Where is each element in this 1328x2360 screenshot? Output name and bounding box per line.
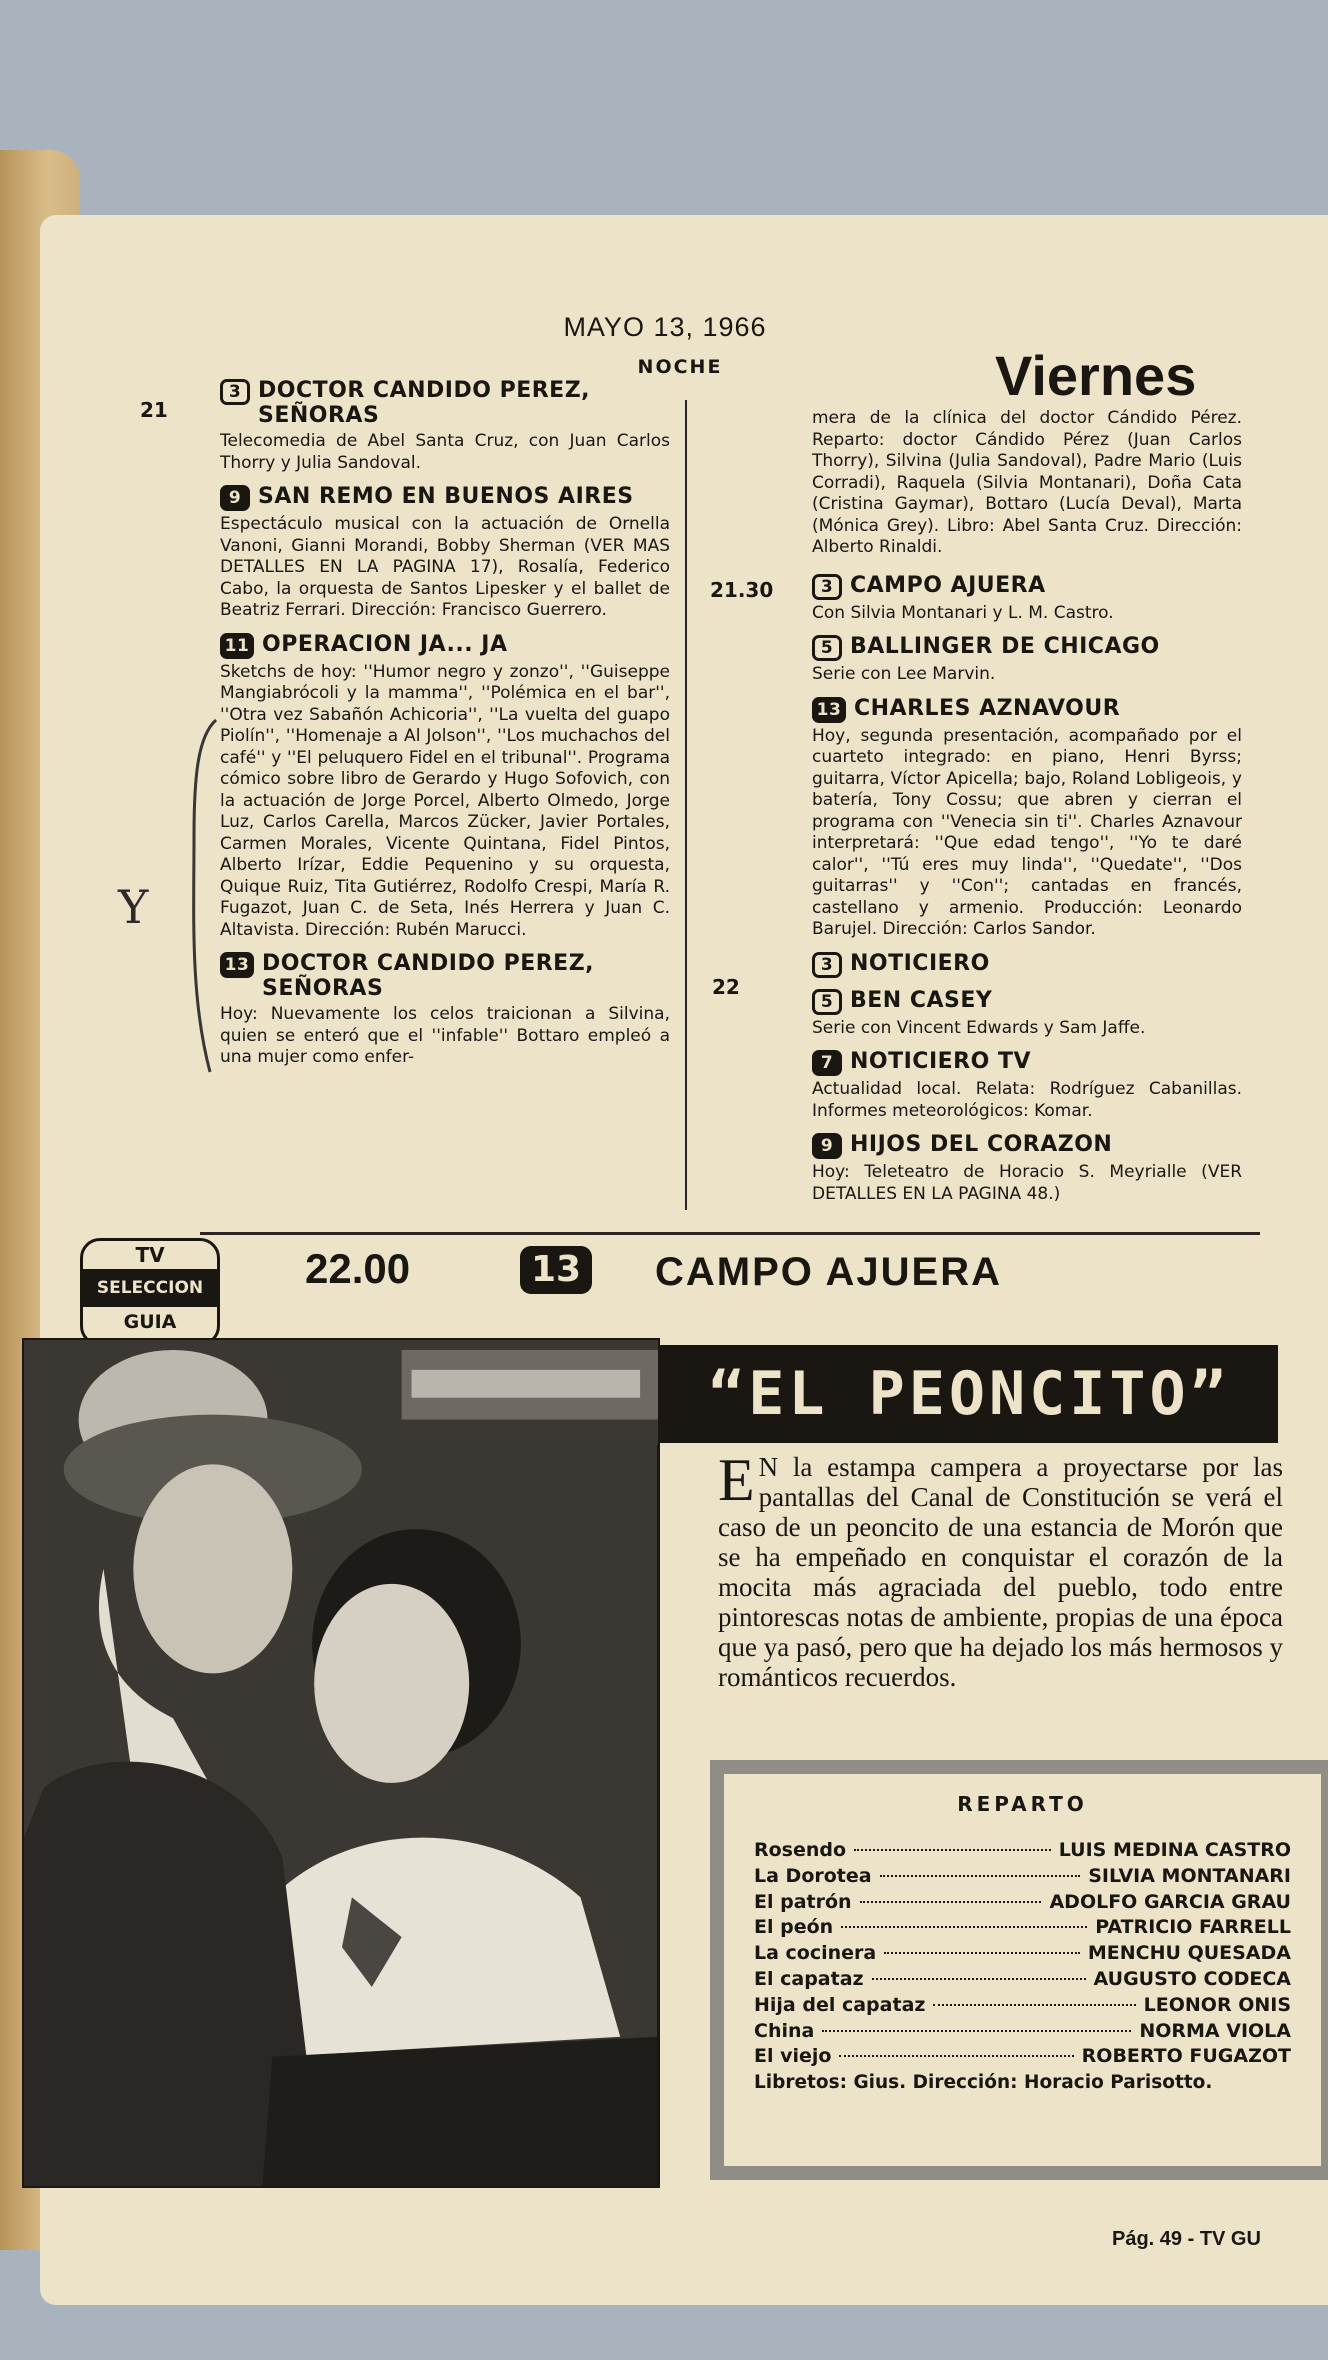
channel-badge: 5 <box>812 989 842 1015</box>
page-footer: Pág. 49 - TV GU <box>1112 2228 1261 2250</box>
listing-item <box>812 634 1242 686</box>
cast-actor: AUGUSTO CODECA <box>1093 1967 1291 1990</box>
cast-title: REPARTO <box>957 1792 1088 1816</box>
listing-item <box>812 1132 1242 1205</box>
program-description: Espectáculo musical con la actuación de Ornella Vanoni, Gianni Morandi, Bobby Sherman (VER MAS DETALLES EN LA PAGINA 17), Rosalía, Federico Cabo, la orquesta de Santos Lipesker y el ballet de Beatriz Ferrari. Dirección: Francisco Guerrero. <box>220 514 670 620</box>
cast-role: Rosendo <box>754 1839 847 1861</box>
cast-actor: LEONOR ONIS <box>1143 1993 1291 2016</box>
program-title: DOCTOR CANDIDO PEREZ, SEÑORAS <box>258 378 591 428</box>
channel-badge: 11 <box>220 633 254 659</box>
cast-actor: NORMA VIOLA <box>1139 2019 1291 2042</box>
photo-rule <box>657 1445 660 2185</box>
program-description: Con Silvia Montanari y L. M. Castro. <box>812 602 1114 623</box>
cast-actor: PATRICIO FARRELL <box>1095 1916 1291 1939</box>
cast-role: La Dorotea <box>754 1864 872 1887</box>
handwritten-bracket <box>180 716 220 1076</box>
time-slot-2130: 21.30 <box>710 578 774 602</box>
channel-badge: 7 <box>812 1050 842 1076</box>
column-divider <box>685 400 687 1210</box>
program-description: Hoy: Teleteatro de Horacio S. Meyrialle (VER DETALLES EN LA PAGINA 48.) <box>812 1162 1242 1204</box>
badge-line-2: SELECCION <box>83 1269 217 1307</box>
program-title: HIJOS DEL CORAZON <box>850 1132 1113 1157</box>
channel-badge: 9 <box>220 485 250 511</box>
listing-item <box>220 378 670 474</box>
listing-item <box>812 988 1242 1040</box>
badge-line-1: TV <box>135 1243 165 1267</box>
period-label: NOCHE <box>637 356 723 378</box>
leader-dots <box>841 1926 1087 1928</box>
leader-dots <box>933 2004 1135 2006</box>
cast-row <box>754 1967 1291 1993</box>
program-description: Hoy: Nuevamente los celos traicionan a Silvina, quien se enteró que el ''infable'' Bottaro empleó a una mujer como enfer- <box>220 1004 670 1067</box>
cast-actor: ROBERTO FUGAZOT <box>1081 2045 1291 2068</box>
channel-badge: 3 <box>812 574 842 600</box>
cast-role: El capataz <box>754 1967 864 1990</box>
cast-credits: Libretos: Gius. Dirección: Horacio Parisotto. <box>754 2072 1213 2094</box>
section-rule <box>200 1232 1260 1235</box>
program-description: Serie con Lee Marvin. <box>812 664 996 684</box>
leader-dots <box>839 2055 1073 2057</box>
drop-cap: E <box>718 1447 755 1513</box>
cast-row <box>754 1941 1291 1967</box>
program-title: OPERACION JA... JA <box>262 631 508 657</box>
channel-badge: 13 <box>220 952 254 978</box>
program-title: DOCTOR CANDIDO PEREZ, SEÑORAS <box>262 951 595 1001</box>
cast-box-inner <box>724 1774 1321 2166</box>
cast-box <box>710 1760 1328 2180</box>
cast-row <box>754 1915 1291 1941</box>
cast-role: Hija del capataz <box>754 1993 926 2016</box>
program-description: Hoy, segunda presentación, acompañado por el cuarteto integrado: en piano, Henri Byrss; guitarra, Víctor Apicella; bajo, Roland Lobligeois, y batería, Tony Cossu; que abren y cierran el programa con ''Venecia sin ti''. Charles Aznavour interpretará: ''Que edad tengo'', ''Yo te daré calor'', ''Tú eres muy linda'', ''Quedate'', ''Dos guitarras'' y ''Con''; cantadas en francés, castellano y armenio. Producción: Leonardo Barujel. Dirección: Carlos Sandor. <box>812 725 1242 939</box>
left-listings-column <box>220 378 670 1079</box>
cast-role: El patrón <box>754 1890 852 1913</box>
program-description: Sketchs de hoy: ''Humor negro y zonzo'', ''Guiseppe Mangiabrócoli y la mamma'', ''Polémica en el bar'', ''Otra vez Sabañón Achicoria'', ''La vuelta del guapo Piolín'', ''Homenaje a Al Jolson'', ''Los muchachos del café'' y ''El peluquero Fidel en el tribunal''. Programa cómico sobre libro de Gerardo y Hugo Sofovich, con la actuación de Jorge Porcel, Alberto Olmedo, Jorge Luz, Carlos Carella, Marcos Zücker, Javier Portales, Carmen Morales, Vicente Quintana, Fidel Pintos, Alberto Irízar, Eddie Pequenino y su orquesta, Quique Ruiz, Tita Gutiérrez, Rodolfo Crespi, María R. Fugazot, Juan C. de Seta, Inés Herrera y Juan C. Altavista. Dirección: Rubén Marucci. <box>220 661 670 940</box>
cast-actor: ADOLFO GARCIA GRAU <box>1049 1890 1291 1913</box>
listing-item <box>812 951 1242 978</box>
leader-dots <box>884 1952 1080 1954</box>
cast-row <box>754 1838 1291 1864</box>
cast-list <box>754 1838 1291 2070</box>
day-heading: Viernes <box>995 344 1197 407</box>
listing-item <box>812 573 1242 625</box>
time-slot-22: 22 <box>712 975 740 999</box>
feature-banner: “EL PEONCITO” <box>660 1345 1278 1443</box>
channel-badge: 9 <box>812 1133 842 1159</box>
cast-actor: SILVIA MONTANARI <box>1088 1864 1291 1887</box>
page-date: MAYO 13, 1966 <box>563 312 767 342</box>
cast-row <box>754 2044 1291 2070</box>
tv-seleccion-badge <box>80 1238 220 1346</box>
leader-dots <box>872 1978 1086 1980</box>
listing-item <box>812 1049 1242 1122</box>
program-title: BEN CASEY <box>850 987 993 1013</box>
cast-role: China <box>754 2019 815 2042</box>
listing-item <box>812 696 1242 941</box>
program-title: NOTICIERO TV <box>850 1049 1032 1074</box>
leader-dots <box>860 1901 1042 1903</box>
cast-row <box>754 1890 1291 1916</box>
highlight-program-title: CAMPO AJUERA <box>655 1250 1002 1294</box>
program-title: NOTICIERO <box>850 950 990 976</box>
cast-role: La cocinera <box>754 1942 877 1965</box>
program-description: Actualidad local. Relata: Rodríguez Cabanillas. Informes meteorológicos: Komar. <box>812 1079 1242 1121</box>
program-description: Serie con Vincent Edwards y Sam Jaffe. <box>812 1017 1146 1038</box>
cast-row <box>754 1993 1291 2019</box>
feature-story <box>718 1447 1283 1692</box>
cast-role: El viejo <box>754 2045 832 2068</box>
channel-badge: 3 <box>220 379 250 405</box>
badge-line-3: GUIA <box>123 1311 177 1333</box>
highlight-time: 22.00 <box>305 1245 411 1292</box>
listing-item <box>220 951 670 1069</box>
continued-description: mera de la clínica del doctor Cándido Pérez. Reparto: doctor Cándido Pérez (Juan Carlos Thorry), Silvina (Julia Sandoval), Padre Mario (Luis Corradi), Raquela (Silvia Montanari), Doña Cata (Cristina Gaymar), Bottaro (Lucía Deval), Marta (Mónica Grey). Libro: Abel Santa Cruz. Dirección: Alberto Rinaldi. <box>812 408 1242 557</box>
cast-actor: MENCHU QUESADA <box>1087 1942 1291 1965</box>
highlight-channel-badge: 13 <box>520 1246 592 1294</box>
right-listings-column <box>812 408 1242 1215</box>
program-title: BALLINGER DE CHICAGO <box>850 634 1160 659</box>
program-title: SAN REMO EN BUENOS AIRES <box>258 484 634 509</box>
story-text: N la estampa campera a proyectarse por las pantallas del Canal de Constitución se verá el caso de un peoncito de una estancia de Morón que se ha empeñado en conquistar el corazón de la mocita más agraciada del pueblo, todo entre pintorescas notas de ambiente, propias de una época que ya pasó, pero que ha dejado los más hermosos y románticos recuerdos. <box>718 1452 1283 1692</box>
leader-dots <box>854 1849 1051 1851</box>
channel-badge: 13 <box>812 697 846 723</box>
leader-dots <box>880 1875 1081 1877</box>
listing-item <box>220 484 670 622</box>
time-slot-21: 21 <box>140 398 168 422</box>
program-title: CHARLES AZNAVOUR <box>854 695 1121 721</box>
handwritten-mark: Y <box>118 880 149 934</box>
channel-badge: 5 <box>812 635 842 661</box>
program-description: Telecomedia de Abel Santa Cruz, con Juan Carlos Thorry y Julia Sandoval. <box>220 431 670 473</box>
cast-actor: LUIS MEDINA CASTRO <box>1058 1839 1291 1861</box>
leader-dots <box>822 2030 1131 2032</box>
cast-row <box>754 1864 1291 1890</box>
channel-badge: 3 <box>812 952 842 978</box>
program-title: CAMPO AJUERA <box>850 572 1046 598</box>
cast-role: El peón <box>754 1916 834 1939</box>
listing-item <box>220 632 670 942</box>
program-photo <box>22 1338 660 2188</box>
cast-row <box>754 2019 1291 2045</box>
